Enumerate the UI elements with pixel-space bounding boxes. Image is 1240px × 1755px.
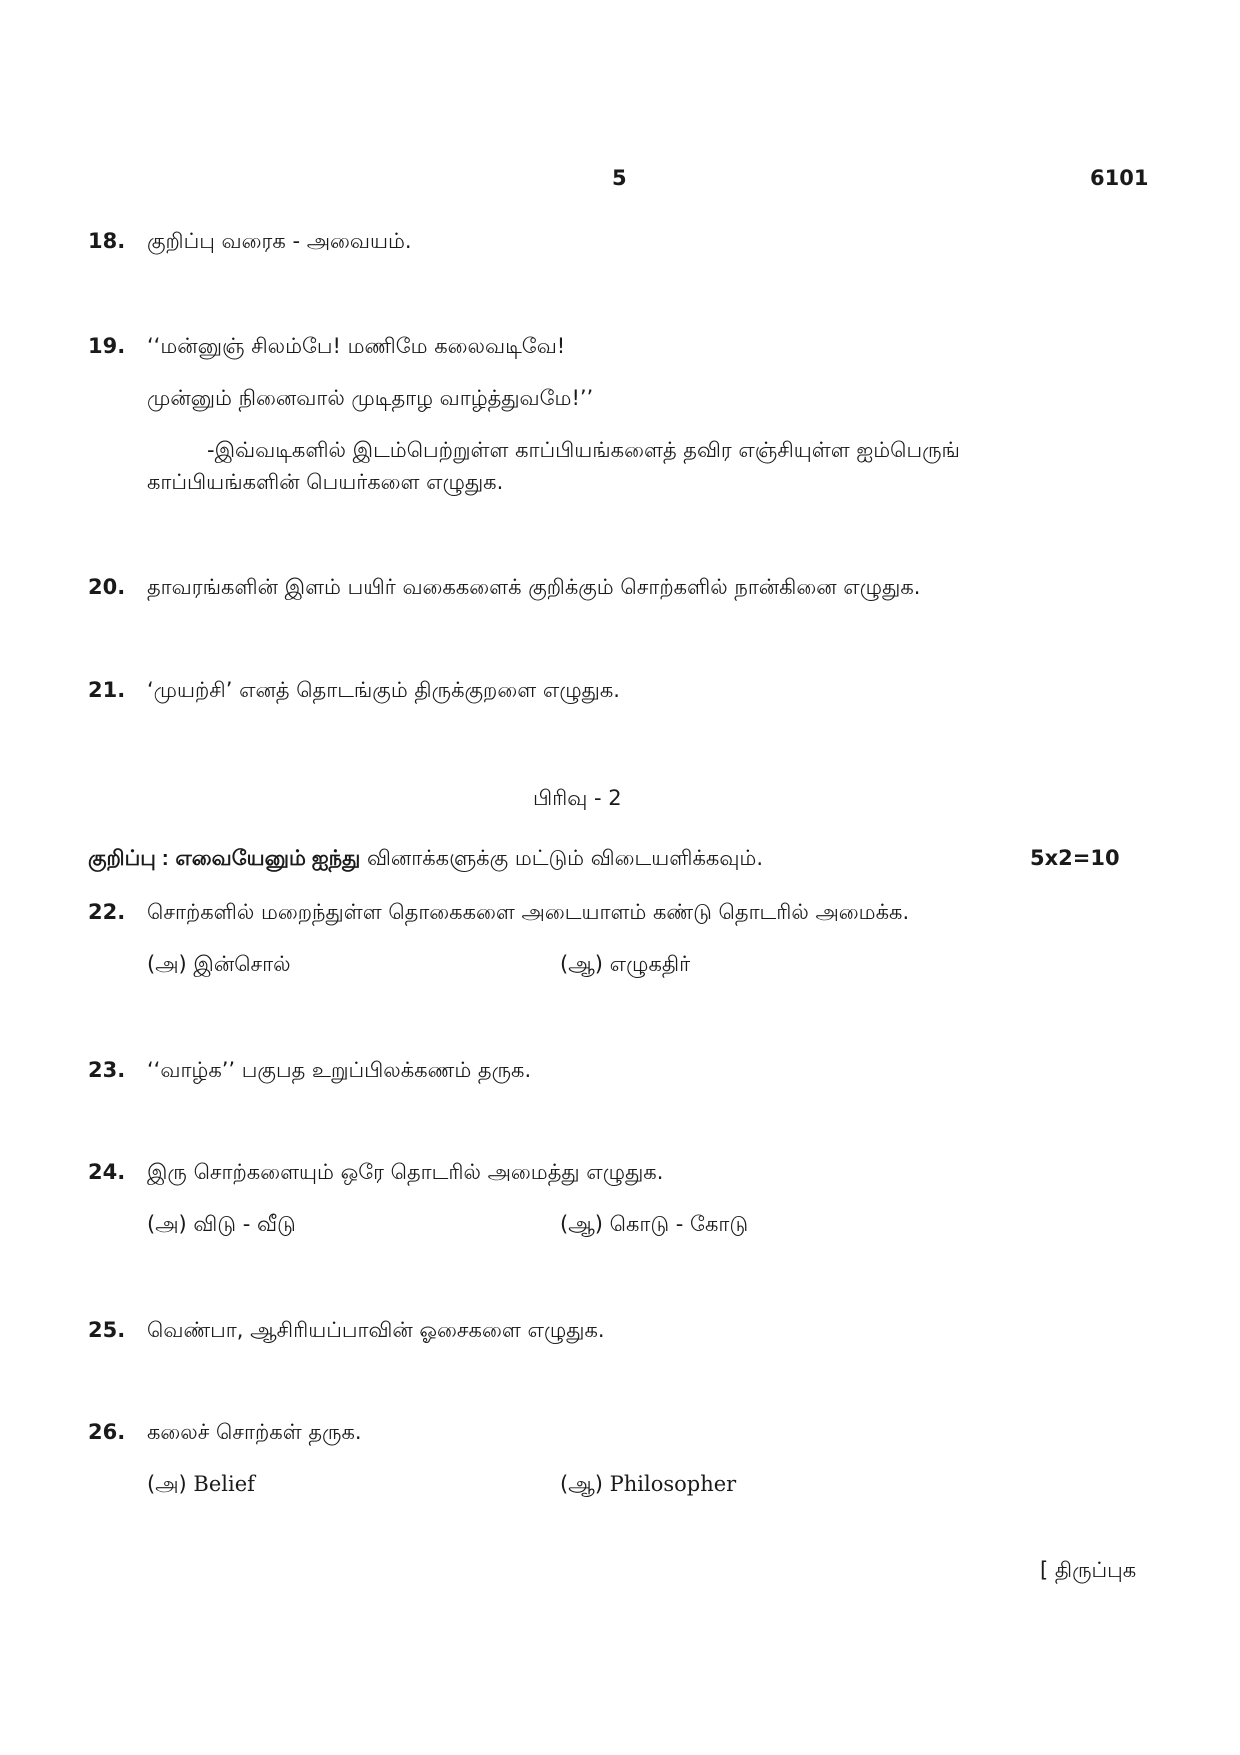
question-number: 23. (88, 1058, 126, 1082)
note-text: வினாக்களுக்கு மட்டும் விடையளிக்கவும். (367, 846, 763, 870)
section-note (88, 846, 763, 873)
option-a (147, 1472, 255, 1499)
option-b: (ஆ) எழுகதிர் (560, 952, 691, 976)
question-number: 22. (88, 900, 126, 924)
question-number: 19. (88, 334, 126, 358)
question-number: 20. (88, 575, 126, 599)
note-emphasis: எவையேனும் ஐந்து (175, 847, 361, 870)
section-marks: 5x2=10 (1030, 846, 1120, 870)
question-number: 24. (88, 1160, 126, 1184)
question-text: ‘முயற்சி’ எனத் தொடங்கும் திருக்குறளை எழுதுக. (147, 678, 620, 702)
question-instruction: -இவ்வடிகளில் இடம்பெற்றுள்ள காப்பியங்களைத் தவிர எஞ்சியுள்ள ஐம்பெருங் காப்பியங்களின் பெயர்களை எழுதுக. (147, 438, 960, 494)
question-number: 21. (88, 678, 126, 702)
question-number: 25. (88, 1318, 126, 1342)
page-number: 5 (612, 166, 627, 190)
question-text: கலைச் சொற்கள் தருக. (147, 1420, 362, 1444)
turn-over-note: [ திருப்புக (1040, 1558, 1137, 1582)
option-a: (அ) இன்சொல் (147, 952, 291, 976)
option-prefix: (ஆ) (560, 1472, 603, 1496)
question-number: 26. (88, 1420, 126, 1444)
question-text: இரு சொற்களையும் ஒரே தொடரில் அமைத்து எழுதுக. (147, 1160, 664, 1184)
option-b: (ஆ) கொடு - கோடு (560, 1212, 749, 1236)
note-label: குறிப்பு : (88, 847, 169, 870)
question-text: ‘‘வாழ்க’’ பகுபத உறுப்பிலக்கணம் தருக. (147, 1058, 532, 1082)
verse-line-1: ‘‘மன்னுஞ் சிலம்பே! மணிமே கலைவடிவே! (147, 334, 566, 358)
question-text: சொற்களில் மறைந்துள்ள தொகைகளை அடையாளம் கண்டு தொடரில் அமைக்க. (147, 900, 910, 924)
option-word: Philosopher (609, 1472, 737, 1496)
option-a: (அ) விடு - வீடு (147, 1212, 296, 1236)
question-number: 18. (88, 229, 126, 253)
paper-code: 6101 (1090, 166, 1149, 190)
question-text: வெண்பா, ஆசிரியப்பாவின் ஓசைகளை எழுதுக. (147, 1318, 605, 1342)
question-text: குறிப்பு வரைக - அவையம். (147, 229, 412, 253)
section-title: பிரிவு - 2 (533, 786, 622, 810)
question-text: தாவரங்களின் இளம் பயிர் வகைகளைக் குறிக்கும் சொற்களில் நான்கினை எழுதுக. (147, 575, 921, 599)
option-b (560, 1472, 736, 1499)
option-word: Belief (193, 1472, 255, 1496)
option-prefix: (அ) (147, 1472, 187, 1496)
verse-line-2: முன்னும் நினைவால் முடிதாழ வாழ்த்துவமே!’’ (147, 386, 594, 410)
